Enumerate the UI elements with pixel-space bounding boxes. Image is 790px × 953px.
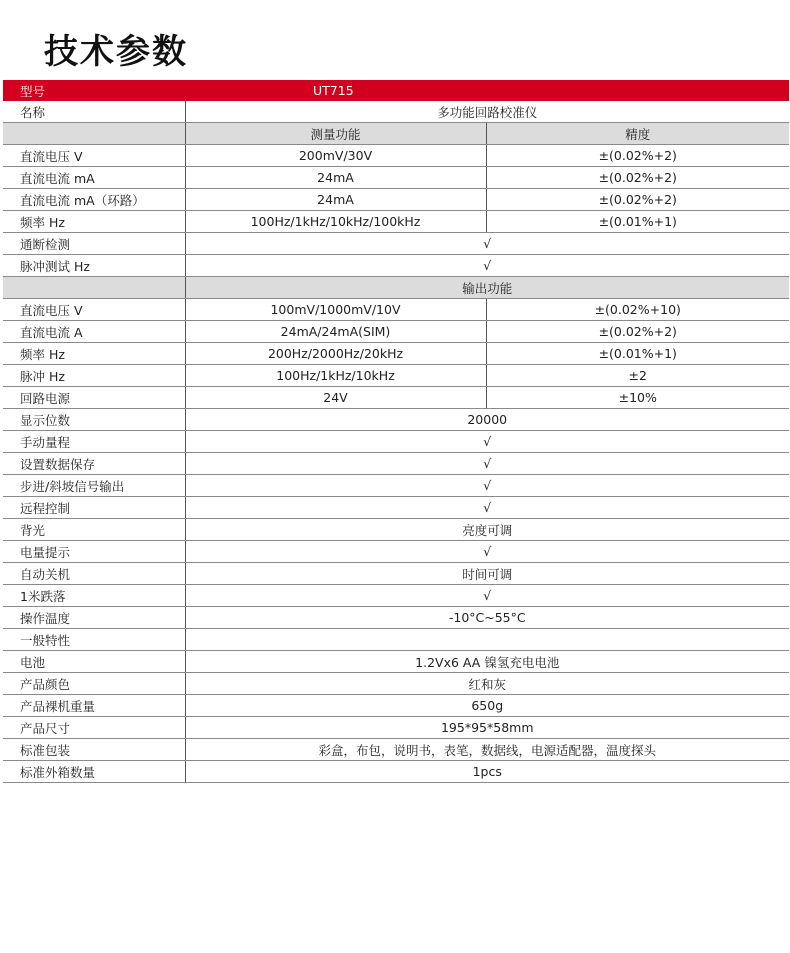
row-range: 200Hz/2000Hz/20kHz bbox=[185, 343, 486, 365]
table-row bbox=[3, 365, 789, 387]
row-label: 直流电流 mA（环路） bbox=[3, 189, 185, 211]
table-row bbox=[3, 321, 789, 343]
table-row bbox=[3, 255, 789, 277]
table-row bbox=[3, 761, 789, 783]
row-value: √ bbox=[185, 431, 789, 453]
output-section-title: 输出功能 bbox=[185, 277, 789, 299]
section-blank bbox=[3, 277, 185, 299]
general-section-row bbox=[3, 629, 789, 651]
row-label: 脉冲测试 Hz bbox=[3, 255, 185, 277]
row-label: 手动量程 bbox=[3, 431, 185, 453]
name-row bbox=[3, 101, 789, 123]
row-label: 背光 bbox=[3, 519, 185, 541]
row-label: 回路电源 bbox=[3, 387, 185, 409]
accuracy-header: 精度 bbox=[486, 123, 789, 145]
row-label: 产品颜色 bbox=[3, 673, 185, 695]
table-row bbox=[3, 695, 789, 717]
row-value: 650g bbox=[185, 695, 789, 717]
table-row bbox=[3, 541, 789, 563]
row-range: 200mV/30V bbox=[185, 145, 486, 167]
row-label: 步进/斜坡信号输出 bbox=[3, 475, 185, 497]
row-label: 1米跌落 bbox=[3, 585, 185, 607]
row-label: 通断检测 bbox=[3, 233, 185, 255]
row-value: 亮度可调 bbox=[185, 519, 789, 541]
model-label: 型号 bbox=[3, 80, 185, 101]
row-range: 24V bbox=[185, 387, 486, 409]
table-row bbox=[3, 651, 789, 673]
row-value: √ bbox=[185, 497, 789, 519]
row-label: 直流电压 V bbox=[3, 145, 185, 167]
measure-section-header bbox=[3, 123, 789, 145]
model-value: UT715 bbox=[185, 80, 789, 101]
row-label: 产品尺寸 bbox=[3, 717, 185, 739]
row-value: 20000 bbox=[185, 409, 789, 431]
table-row bbox=[3, 409, 789, 431]
row-label: 直流电流 mA bbox=[3, 167, 185, 189]
row-label: 自动关机 bbox=[3, 563, 185, 585]
row-accuracy: ±(0.02%+2) bbox=[486, 321, 789, 343]
table-row bbox=[3, 387, 789, 409]
row-range: 24mA bbox=[185, 167, 486, 189]
row-label: 标准包装 bbox=[3, 739, 185, 761]
table-row bbox=[3, 475, 789, 497]
table-row bbox=[3, 343, 789, 365]
table-row bbox=[3, 453, 789, 475]
row-value: 时间可调 bbox=[185, 563, 789, 585]
row-label: 名称 bbox=[3, 101, 185, 123]
row-label: 标准外箱数量 bbox=[3, 761, 185, 783]
table-row bbox=[3, 211, 789, 233]
row-accuracy: ±(0.02%+2) bbox=[486, 167, 789, 189]
row-value: 彩盒，布包，说明书，表笔，数据线，电源适配器，温度探头 bbox=[185, 739, 789, 761]
row-range: 100Hz/1kHz/10kHz/100kHz bbox=[185, 211, 486, 233]
row-accuracy: ±(0.02%+10) bbox=[486, 299, 789, 321]
table-row bbox=[3, 585, 789, 607]
row-accuracy: ±2 bbox=[486, 365, 789, 387]
table-row bbox=[3, 299, 789, 321]
table-row bbox=[3, 189, 789, 211]
table-row bbox=[3, 167, 789, 189]
row-label: 设置数据保存 bbox=[3, 453, 185, 475]
row-label: 直流电压 V bbox=[3, 299, 185, 321]
row-range: 24mA bbox=[185, 189, 486, 211]
row-label: 频率 Hz bbox=[3, 343, 185, 365]
output-section-header bbox=[3, 277, 789, 299]
row-accuracy: ±(0.01%+1) bbox=[486, 211, 789, 233]
section-blank bbox=[185, 629, 789, 651]
table-row bbox=[3, 563, 789, 585]
table-row bbox=[3, 739, 789, 761]
table-row bbox=[3, 431, 789, 453]
row-label: 频率 Hz bbox=[3, 211, 185, 233]
row-label: 直流电流 A bbox=[3, 321, 185, 343]
row-value: √ bbox=[185, 541, 789, 563]
row-accuracy: ±(0.02%+2) bbox=[486, 145, 789, 167]
table-row bbox=[3, 497, 789, 519]
row-label: 远程控制 bbox=[3, 497, 185, 519]
general-section-label: 一般特性 bbox=[3, 629, 185, 651]
row-value: √ bbox=[185, 453, 789, 475]
table-row bbox=[3, 717, 789, 739]
row-label: 电池 bbox=[3, 651, 185, 673]
table-row bbox=[3, 607, 789, 629]
row-value: √ bbox=[185, 255, 789, 277]
row-label: 产品裸机重量 bbox=[3, 695, 185, 717]
row-value: 多功能回路校准仪 bbox=[185, 101, 789, 123]
table-row bbox=[3, 519, 789, 541]
measure-section-title: 测量功能 bbox=[185, 123, 486, 145]
row-accuracy: ±(0.02%+2) bbox=[486, 189, 789, 211]
row-value: √ bbox=[185, 585, 789, 607]
row-value: -10°C~55°C bbox=[185, 607, 789, 629]
row-range: 100mV/1000mV/10V bbox=[185, 299, 486, 321]
row-accuracy: ±10% bbox=[486, 387, 789, 409]
row-value: 1.2Vx6 AA 镍氢充电电池 bbox=[185, 651, 789, 673]
model-header-row bbox=[3, 80, 789, 101]
row-range: 100Hz/1kHz/10kHz bbox=[185, 365, 486, 387]
row-value: 红和灰 bbox=[185, 673, 789, 695]
table-row bbox=[3, 673, 789, 695]
row-label: 电量提示 bbox=[3, 541, 185, 563]
section-blank bbox=[3, 123, 185, 145]
spec-table bbox=[3, 80, 789, 783]
row-range: 24mA/24mA(SIM) bbox=[185, 321, 486, 343]
row-label: 脉冲 Hz bbox=[3, 365, 185, 387]
table-row bbox=[3, 145, 789, 167]
row-value: 1pcs bbox=[185, 761, 789, 783]
page-title: 技术参数 bbox=[44, 32, 188, 72]
row-label: 显示位数 bbox=[3, 409, 185, 431]
table-row bbox=[3, 233, 789, 255]
row-value: 195*95*58mm bbox=[185, 717, 789, 739]
row-accuracy: ±(0.01%+1) bbox=[486, 343, 789, 365]
row-label: 操作温度 bbox=[3, 607, 185, 629]
row-value: √ bbox=[185, 233, 789, 255]
row-value: √ bbox=[185, 475, 789, 497]
